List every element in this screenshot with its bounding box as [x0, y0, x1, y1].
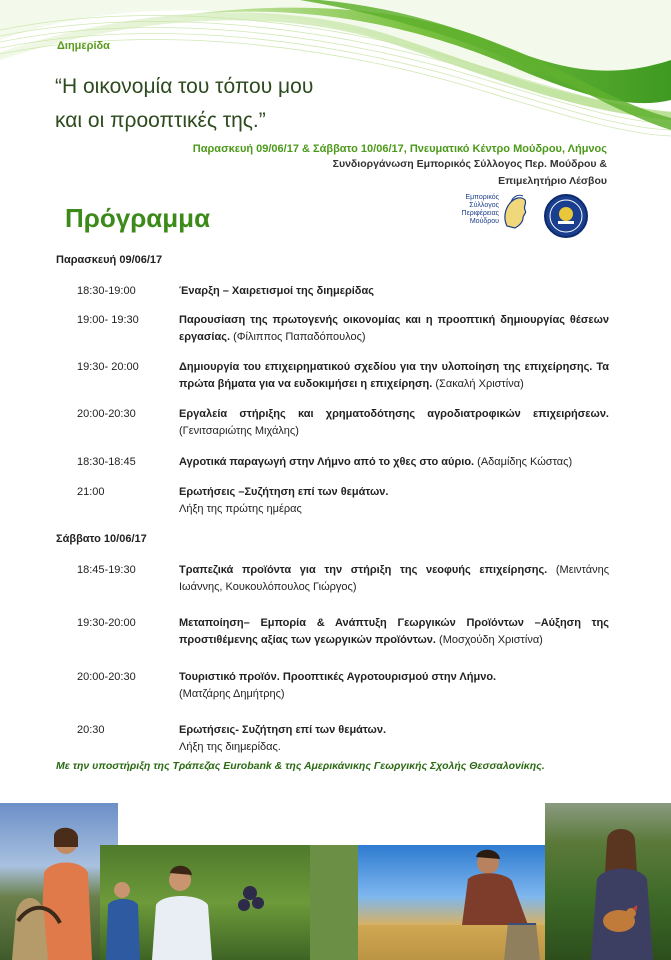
schedule-item: [179, 722, 609, 756]
session-title: Τραπεζικά προϊόντα για την στήριξη της νεοφυής επιχείρησης.: [179, 564, 548, 576]
chamber-seal-logo: [544, 194, 588, 238]
schedule-time: 19:30- 20:00: [77, 361, 139, 373]
sponsors-footer: Με την υποστήριξη της Τράπεζας Eurobank & της Αμερικάνικης Γεωργικής Σχολής Θεσσαλονίκης.: [56, 760, 545, 772]
day2-label: Σάββατο 10/06/17: [56, 533, 147, 545]
schedule-time: 18:30-19:00: [77, 285, 136, 297]
event-title-line-2: και οι προοπτικές της.”: [55, 109, 266, 132]
day1-label: Παρασκευή 09/06/17: [56, 254, 163, 266]
session-title: Ερωτήσεις- Συζήτηση επί των θεμάτων.: [179, 724, 387, 736]
schedule-item: [179, 283, 609, 300]
photo-wheat-field: [358, 845, 570, 960]
schedule-item: [179, 669, 609, 703]
session-speaker: (Μειντάνης Ιωάννης, Κουκουλόπουλος Γιώργος): [179, 564, 610, 593]
schedule-time: 21:00: [77, 486, 105, 498]
program-heading: Πρόγραμμα: [65, 203, 211, 233]
session-title: Ερωτήσεις –Συζήτηση επί των θεμάτων.: [179, 486, 389, 498]
man-in-wheat-field-icon: [358, 845, 570, 960]
schedule-item: [179, 484, 609, 518]
session-speaker: (Σακαλή Χριστίνα): [432, 378, 524, 390]
event-type-label: Διημερίδα: [57, 40, 110, 52]
schedule-item: [179, 562, 609, 596]
merchants-association-logo: [443, 192, 529, 230]
session-speaker: (Μοσχούδη Χριστίνα): [436, 634, 543, 646]
session-speaker: (Φίλιππος Παπαδόπουλος): [230, 331, 366, 343]
woman-holding-chicken-icon: [545, 803, 671, 960]
session-speaker: (Ματζάρης Δημήτρης): [179, 688, 285, 700]
schedule-time: 20:00-20:30: [77, 671, 136, 683]
schedule-time: 20:00-20:30: [77, 408, 136, 420]
session-title: Εργαλεία στήριξης και χρηματοδότησης αγροδιατροφικών επιχειρήσεων.: [179, 408, 609, 420]
event-title-line-1: “Η οικονομία του τόπου μου: [55, 75, 314, 98]
session-title: Δημιουργία του επιχειρηματικού σχεδίου για την υλοποίηση της επιχείρησης. Τα πρώτα βήματα για να ευδοκιμήσει η επιχείρηση.: [179, 361, 609, 390]
event-dateline: Παρασκευή 09/06/17 & Σάββατο 10/06/17, Πνευματικό Κέντρο Μούδρου, Λήμνος: [192, 143, 607, 155]
session-title: Αγροτικά παραγωγή στην Λήμνο από το χθες στο αύριο.: [179, 456, 475, 468]
organizers-line-2: Επιμελητήριο Λέσβου: [498, 175, 607, 187]
session-speaker: (Αδαμίδης Κώστας): [474, 456, 573, 468]
schedule-time: 18:45-19:30: [77, 564, 136, 576]
photo-vineyard: [100, 845, 362, 960]
schedule-item: [179, 454, 609, 471]
schedule-item: [179, 359, 609, 393]
schedule-item: [179, 406, 609, 440]
session-title: Έναρξη – Χαιρετισμοί της διημερίδας: [179, 285, 374, 297]
photo-woman-with-chicken: [545, 803, 671, 960]
schedule-time: 18:30-18:45: [77, 456, 136, 468]
session-speaker: (Γενιτσαριώτης Μιχάλης): [179, 425, 299, 437]
session-note: Λήξη της πρώτης ημέρας: [179, 503, 302, 515]
logo-text: Εμπορικός Σύλλογος Περιφέρειας Μούδρου: [461, 194, 499, 225]
schedule-time: 19:30-20:00: [77, 617, 136, 629]
session-title: Μεταποίηση– Εμπορία & Ανάπτυξη Γεωργικών Προϊόντων –Αύξηση της προστιθέμενης αξίας των γεωργικών προϊόντων.: [179, 617, 609, 646]
schedule-time: 19:00- 19:30: [77, 314, 139, 326]
schedule-item: [179, 615, 609, 649]
schedule-item: [179, 312, 609, 346]
schedule-time: 20:30: [77, 724, 105, 736]
seal-emblem-icon: [546, 196, 586, 236]
organizers-line-1: Συνδιοργάνωση Εμπορικός Σύλλογος Περ. Μούδρου &: [332, 158, 607, 170]
session-title: Τουριστικό προϊόν. Προοπτικές Αγροτουρισμού στην Λήμνο.: [179, 671, 497, 683]
session-title: Παρουσίαση της πρωτογενής οικονομίας και η προοπτική δημιουργίας θέσεων εργασίας.: [179, 314, 609, 343]
session-note: Λήξη της διημερίδας.: [179, 741, 281, 753]
vineyard-workers-icon: [100, 845, 362, 960]
head-profile-icon: [501, 192, 529, 230]
event-title: [55, 70, 415, 138]
